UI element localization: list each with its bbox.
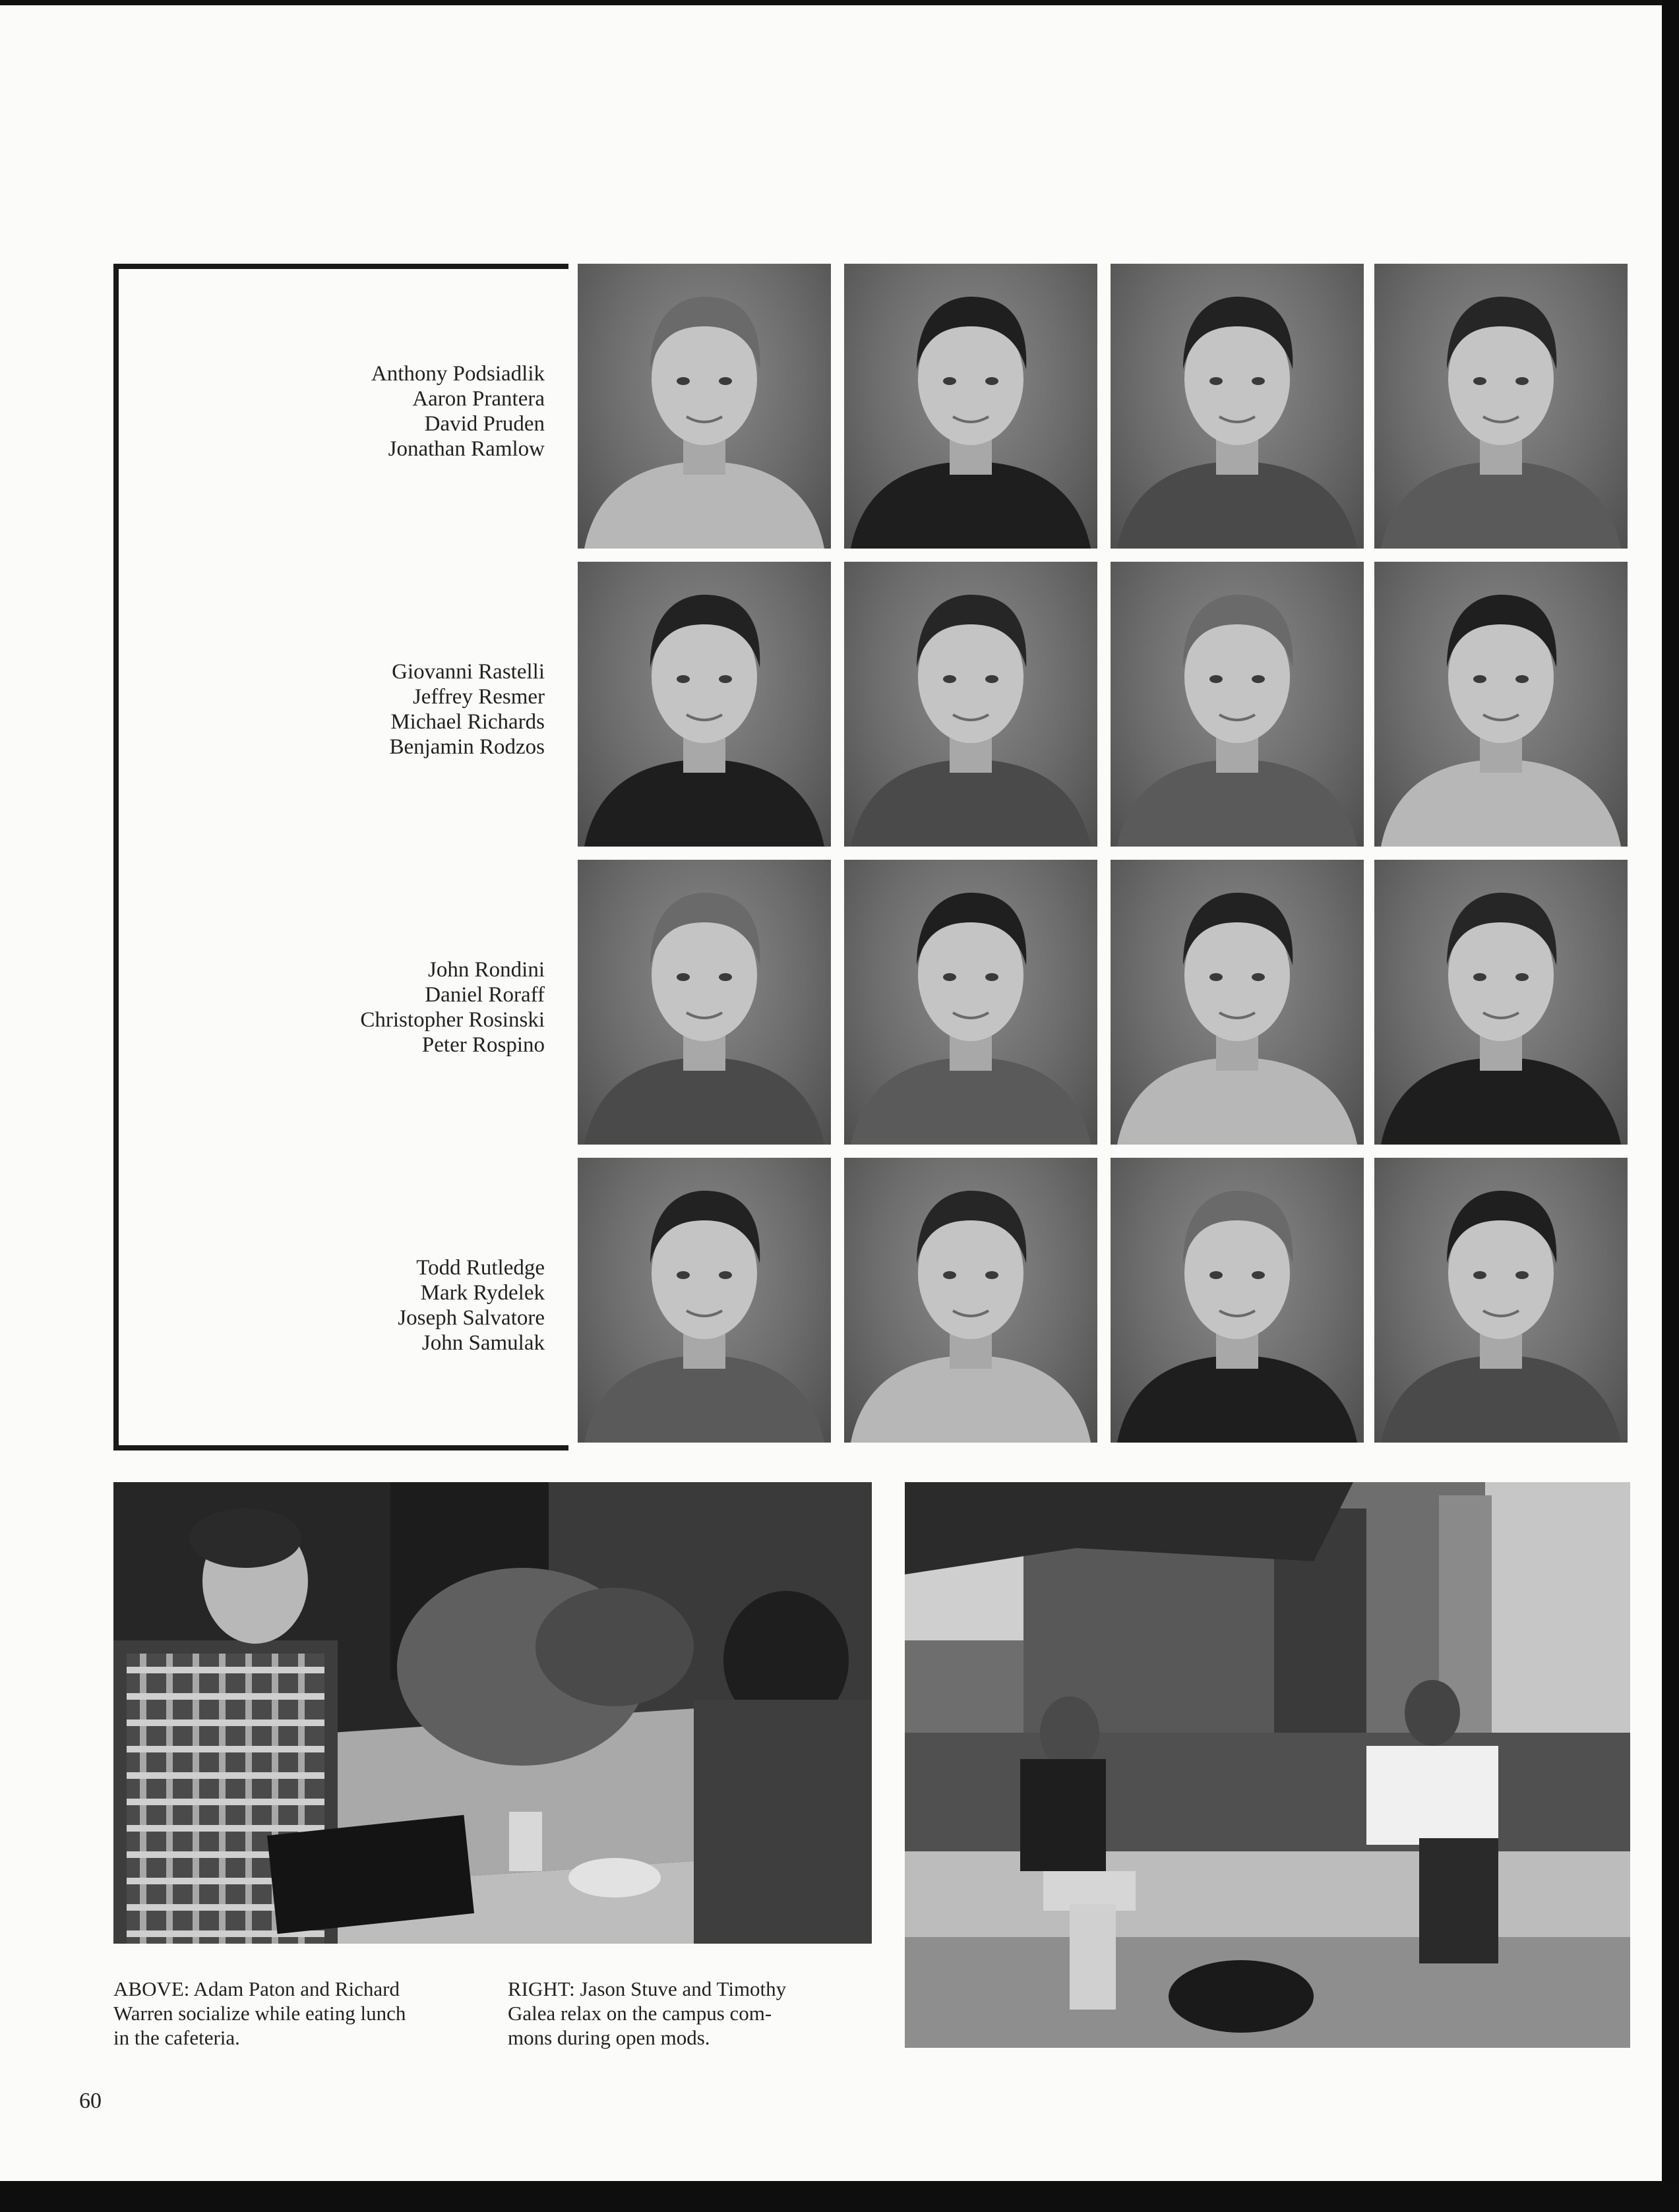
- student-portrait: [1374, 264, 1628, 549]
- name-list-bracket: [113, 264, 568, 1450]
- student-name: Anthony Podsiadlik: [371, 362, 545, 386]
- student-portrait: [844, 562, 1097, 847]
- student-name: Aaron Prantera: [412, 387, 545, 411]
- student-name: Jonathan Ramlow: [388, 437, 545, 461]
- student-portrait: [844, 1158, 1097, 1443]
- name-group-row-1: [175, 361, 545, 462]
- student-name: Todd Rutledge: [416, 1256, 545, 1280]
- caption-line: Galea relax on the campus com-: [508, 2002, 772, 2025]
- student-portrait: [578, 1158, 831, 1443]
- student-name: Michael Richards: [390, 710, 545, 734]
- student-portrait: [1111, 264, 1364, 549]
- student-name: John Samulak: [421, 1331, 545, 1355]
- caption-right: [508, 1977, 877, 2050]
- student-name: David Pruden: [424, 412, 545, 436]
- caption-line: mons during open mods.: [508, 2026, 710, 2049]
- caption-line: ABOVE: Adam Paton and Richard: [113, 1977, 400, 2000]
- student-portrait: [1111, 562, 1364, 847]
- scan-bottom-edge: [0, 2181, 1679, 2212]
- student-portrait: [578, 860, 831, 1145]
- student-portrait: [578, 562, 831, 847]
- student-portrait: [1374, 562, 1628, 847]
- name-group-row-4: [175, 1255, 545, 1356]
- student-name: Giovanni Rastelli: [392, 660, 545, 684]
- student-name: John Rondini: [428, 958, 545, 982]
- cafeteria-photo: [113, 1482, 872, 1944]
- student-portrait: [578, 264, 831, 549]
- caption-line: in the cafeteria.: [113, 2026, 240, 2049]
- student-portrait: [1111, 1158, 1364, 1443]
- student-portrait: [1111, 860, 1364, 1145]
- student-name: Joseph Salvatore: [398, 1306, 545, 1330]
- campus-commons-photo: [905, 1482, 1630, 2048]
- caption-above: [113, 1977, 483, 2050]
- student-portrait: [844, 860, 1097, 1145]
- name-group-row-3: [175, 957, 545, 1058]
- student-portrait: [1374, 860, 1628, 1145]
- student-name: Benjamin Rodzos: [389, 735, 545, 759]
- student-name: Christopher Rosinski: [360, 1008, 545, 1032]
- student-name: Jeffrey Resmer: [412, 685, 545, 709]
- caption-line: Warren socialize while eating lunch: [113, 2002, 406, 2025]
- student-name: Daniel Roraff: [425, 983, 545, 1007]
- yearbook-page: [0, 5, 1662, 2181]
- name-group-row-2: [175, 659, 545, 760]
- page-number: 60: [79, 2089, 102, 2113]
- student-name: Peter Rospino: [421, 1033, 545, 1057]
- scan-edge: [1662, 0, 1679, 2212]
- student-portrait: [1374, 1158, 1628, 1443]
- student-portrait: [844, 264, 1097, 549]
- student-name: Mark Rydelek: [420, 1281, 545, 1305]
- caption-line: RIGHT: Jason Stuve and Timothy: [508, 1977, 787, 2000]
